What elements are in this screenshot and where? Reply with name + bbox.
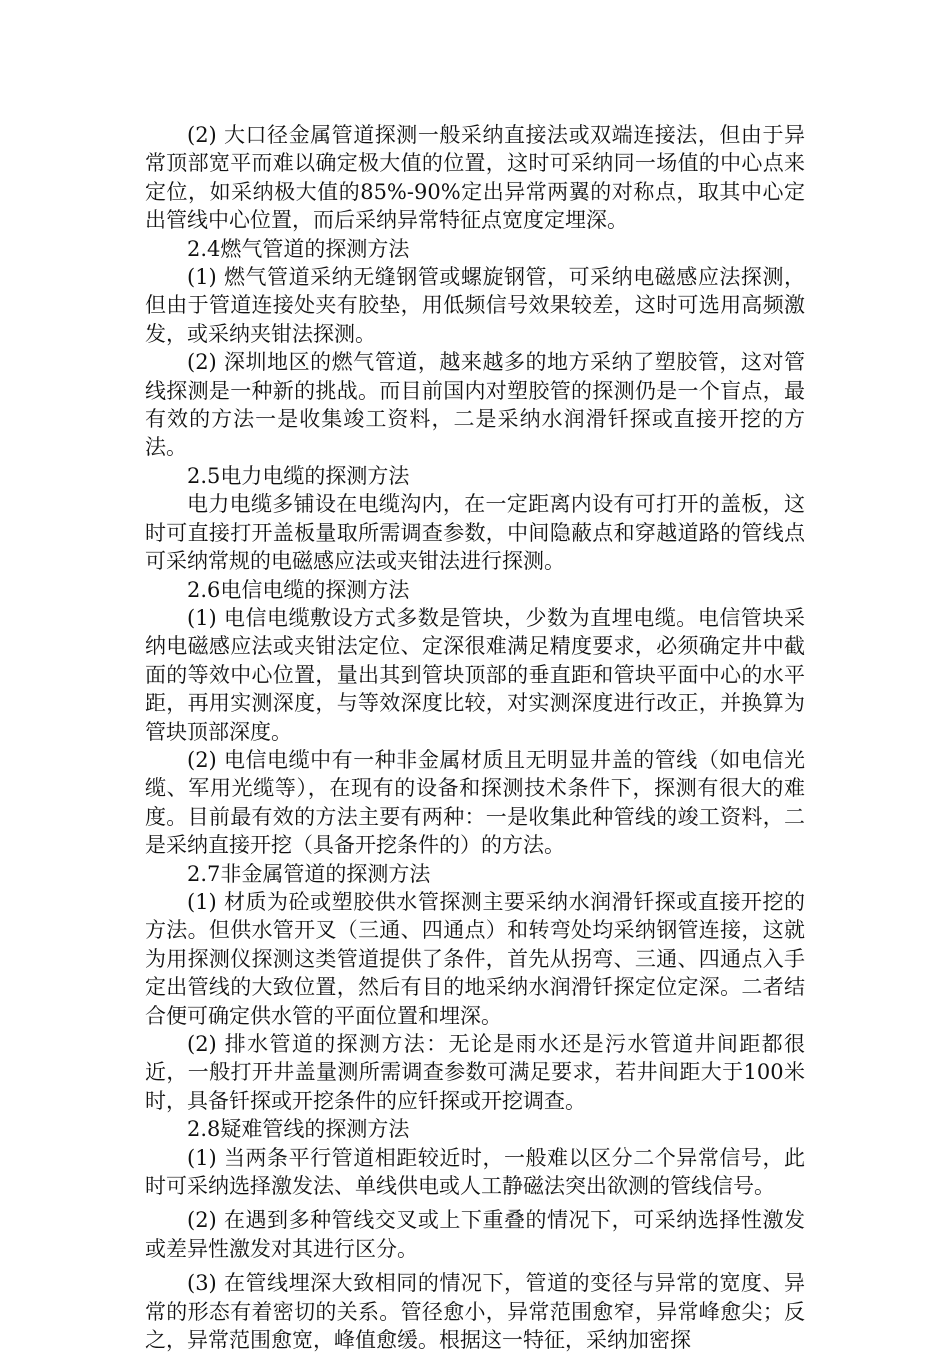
paragraph-2-7-1: (1) 材质为砼或塑胶供水管探测主要采纳水润滑钎探或直接开挖的方法。但供水管开叉（三通、四通点）和转弯处均采纳钢管连接，这就为用探测仪探测这类管道提供了条件，首先从拐弯、三通、四通点入手定出管线的大致位置，然后有目的地采纳水润滑钎探定位定深。二者结合便可确定供水管的平面位置和埋深。 [145, 889, 805, 1028]
paragraph-2-7-2: (2) 排水管道的探测方法：无论是雨水还是污水管道井间距都很近，一般打开井盖量测所需调查参数可满足要求，若井间距大于100米时，具备钎探或开挖条件的应钎探或开挖调查。 [145, 1032, 805, 1113]
paragraph-2-6-1: (1) 电信电缆敷设方式多数是管块，少数为直埋电缆。电信管块采纳电磁感应法或夹钳法定位、定深很难满足精度要求，必须确定井中截面的等效中心位置，量出其到管块顶部的垂直距和管块平面中心的水平距，再用实测深度，与等效深度比较，对实测深度进行改正，并换算为管块顶部深度。 [145, 605, 805, 744]
paragraph-2-6-2: (2) 电信电缆中有一种非金属材质且无明显井盖的管线（如电信光缆、军用光缆等），在现有的设备和探测技术条件下，探测有很大的难度。目前最有效的方法主要有两种：一是收集此种管线的竣工资料，二是采纳直接开挖（具备开挖条件的）的方法。 [145, 747, 805, 858]
paragraph-2-5: 电力电缆多铺设在电缆沟内，在一定距离内设有可打开的盖板，这时可直接打开盖板量取所需调查参数，中间隐蔽点和穿越道路的管线点可采纳常规的电磁感应法或夹钳法进行探测。 [145, 492, 805, 574]
paragraph-2-8-3: (3) 在管线埋深大致相同的情况下，管道的变径与异常的宽度、异常的形态有着密切的关系。管径愈小，异常范围愈窄，异常峰愈尖；反之，异常范围愈宽，峰值愈缓。根据这一特征，采纳加密探 [145, 1271, 805, 1353]
paragraph-2-4-1: (1) 燃气管道采纳无缝钢管或螺旋钢管，可采纳电磁感应法探测，但由于管道连接处夹有胶垫，用低频信号效果较差，这时可选用高频激发，或采纳夹钳法探测。 [145, 265, 805, 346]
paragraph-2-4-2: (2) 深圳地区的燃气管道，越来越多的地方采纳了塑胶管，这对管线探测是一种新的挑战。而目前国内对塑胶管的探测仍是一个盲点，最有效的方法一是收集竣工资料，二是采纳水润滑钎探或直接开挖的方法。 [145, 350, 805, 460]
section-heading-2-8: 2.8疑难管线的探测方法 [187, 1117, 410, 1142]
section-heading-2-4: 2.4燃气管道的探测方法 [187, 236, 410, 261]
paragraph-2-8-1: (1) 当两条平行管道相距较近时，一般难以区分二个异常信号，此时可采纳选择激发法、单线供电或人工静磁法突出欲测的管线信号。 [145, 1145, 805, 1199]
section-heading-2-5: 2.5电力电缆的探测方法 [187, 463, 410, 488]
document-body [145, 121, 805, 1354]
paragraph-2-8-2: (2) 在遇到多种管线交叉或上下重叠的情况下，可采纳选择性激发或差异性激发对其进行区分。 [145, 1208, 805, 1261]
section-heading-2-7: 2.7非金属管道的探测方法 [187, 861, 431, 886]
paragraph-2-2: (2) 大口径金属管道探测一般采纳直接法或双端连接法，但由于异常顶部宽平而难以确定极大值的位置，这时可采纳同一场值的中心点来定位，如采纳极大值的85%-90%定出异常两翼的对称点，取其中心定出管线中心位置，而后采纳异常特征点宽度定埋深。 [145, 123, 805, 233]
section-heading-2-6: 2.6电信电缆的探测方法 [187, 577, 410, 602]
